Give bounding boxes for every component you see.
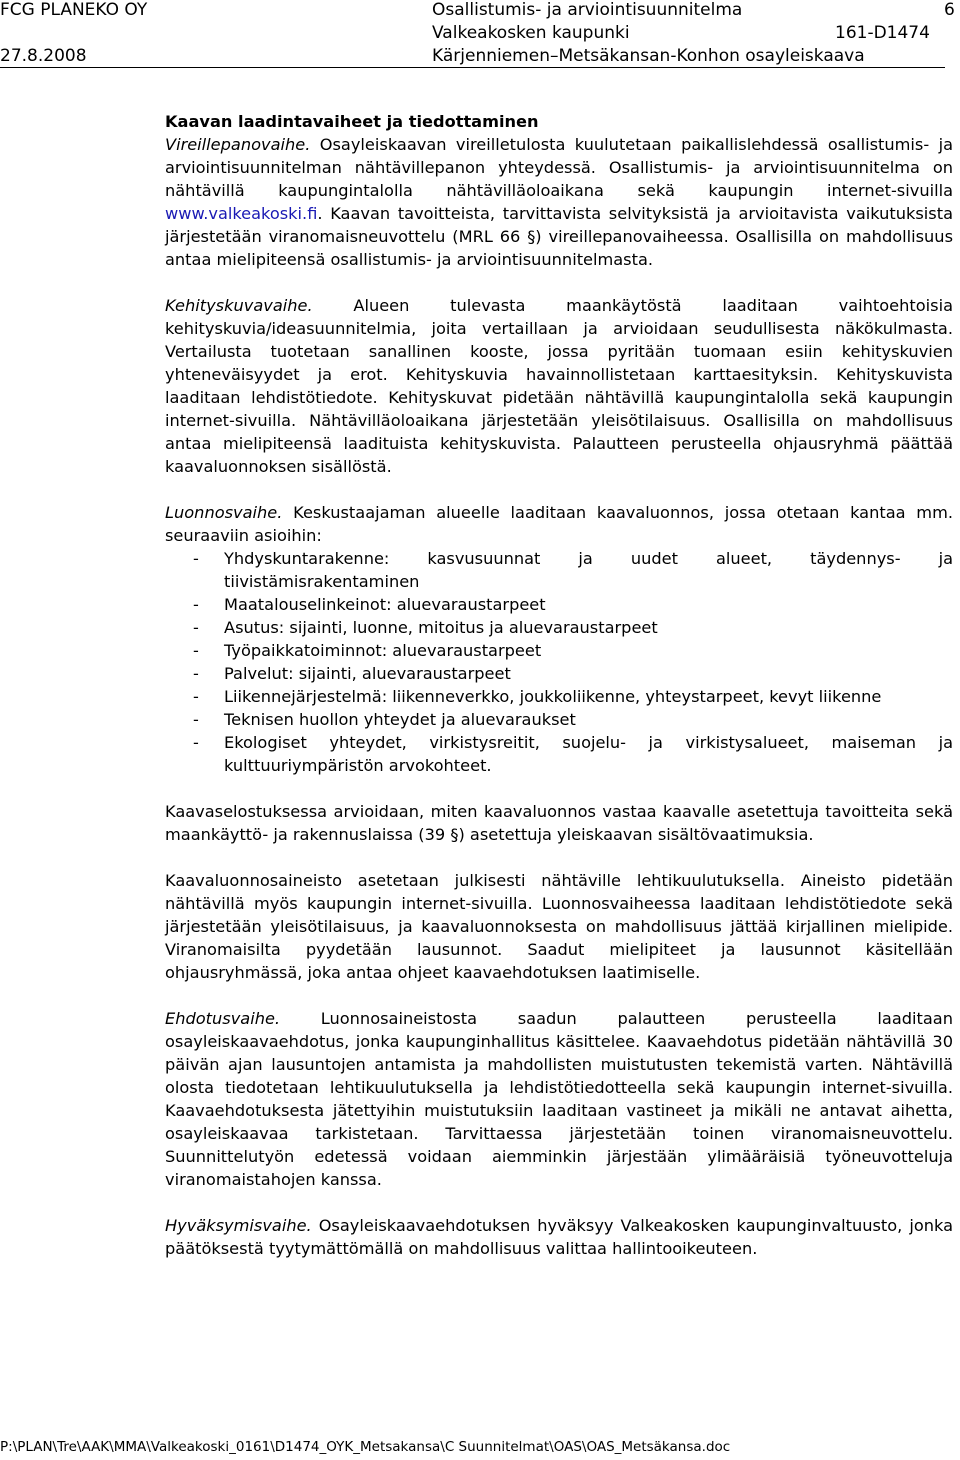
list-item: - Maatalouselinkeinot: aluevaraustarpeet — [165, 593, 953, 616]
phase-label-luonnos: Luonnosvaihe. — [165, 503, 283, 522]
file-path-footer: P:\PLAN\Tre\AAK\MMA\Valkeakoski_0161\D1474_OYK_Metsakansa\C Suunnitelmat\OAS\OAS_Metsäkansa.doc — [0, 1439, 731, 1455]
municipality-name: Valkeakosken kaupunki — [432, 23, 630, 43]
paragraph-text: Osayleiskaavaehdotuksen hyväksyy Valkeakosken kaupunginvaltuusto, jonka päätöksestä tyytymättömällä on mahdollisuus valittaa hallintooikeuteen. — [165, 1216, 953, 1258]
paragraph-text: Osayleiskaavan vireilletulosta kuulutetaan paikallislehdessä osallistumis- ja arviointisuunnitelman nähtävillepanon yhteydessä. Osallistumis- ja arviointisuunnitelma on nähtävillä kaupungintalolla nähtävilläoloaikana sekä kaupungin internet-sivuilla — [165, 135, 953, 200]
list-item: - Teknisen huollon yhteydet ja aluevaraukset — [165, 708, 953, 731]
document-title: Osallistumis- ja arviointisuunnitelma — [432, 0, 743, 20]
paragraph-vireillepano — [165, 133, 953, 271]
paragraph-text: Keskustaajaman alueelle laaditaan kaavaluonnos, jossa otetaan kantaa mm. seuraaviin asioihin: — [165, 503, 953, 545]
paragraph-kehityskuva — [165, 294, 953, 478]
phase-label-hyvaksymis: Hyväksymisvaihe. — [165, 1216, 312, 1235]
phase-label-ehdotus: Ehdotusvaihe. — [165, 1009, 281, 1028]
paragraph-text: Luonnosaineistosta saadun palautteen perusteella laaditaan osayleiskaavaehdotus, jonka kaupunginhallitus käsittelee. Kaavaehdotus pidetään nähtävillä 30 päivän ajan lausuntojen antamista ja mahdollisten muistutusten tekemistä varten. Nähtävillä olosta tiedotetaan lehtikuulutuksella ja lehdistötiedotteella sekä kaupungin internet-sivuilla. Kaavaehdotuksesta jätettyihin muistutuksiin laaditaan vastineet ja mikäli ne antavat aihetta, osayleiskaavaa tarkistetaan. Tarvittaessa järjestetään toinen viranomaisneuvottelu. Suunnittelutyön edetessä voidaan aiemminkin järjestään ylimääräisiä työneuvotteluja viranomaistahojen kanssa. — [165, 1009, 953, 1189]
list-item: - Asutus: sijainti, luonne, mitoitus ja aluevaraustarpeet — [165, 616, 953, 639]
list-item: - Palvelut: sijainti, aluevaraustarpeet — [165, 662, 953, 685]
page-number: 6 — [944, 0, 955, 20]
paragraph-hyvaksymis — [165, 1214, 953, 1260]
company-name: FCG PLANEKO OY — [0, 0, 148, 20]
paragraph-luonnos — [165, 501, 953, 547]
list-item: - Liikennejärjestelmä: liikenneverkko, joukkoliikenne, yhteystarpeet, kevyt liikenne — [165, 685, 953, 708]
paragraph-luonnosaineisto: Kaavaluonnosaineisto asetetaan julkisesti nähtäville lehtikuulutuksella. Aineisto pidetään nähtävillä myös kaupungin internet-sivuilla. Luonnosvaiheessa laaditaan lehdistötiedote sekä järjestetään yleisötilaisuus, ja kaavaluonnoksesta on mahdollisuus jättää kirjallinen mielipide. Viranomaisilta pyydetään lausunnot. Saadut mielipiteet ja lausunnot käsitellään ohjausryhmässä, joka antaa ohjeet kaavaehdotuksen laatimiselle. — [165, 871, 953, 982]
paragraph-ehdotus — [165, 1007, 953, 1191]
list-item: - Ekologiset yhteydet, virkistysreitit, suojelu- ja virkistysalueet, maiseman ja kulttuuriympäristön arvokohteet. — [165, 731, 953, 777]
paragraph-text: Alueen tulevasta maankäytöstä laaditaan vaihtoehtoisia kehityskuvia/ideasuunnitelmia, joita vertaillaan ja arvioidaan seudullisesta näkökulmasta. Vertailusta tuotetaan sanallinen kooste, jossa pyritään tuomaan esiin kehityskuvien yhteneväisyydet ja erot. Kehityskuvia havainnollistetaan karttaesityksin. Kehityskuvista laaditaan lehdistötiedote. Kehityskuvat pidetään nähtävillä kaupungintalolla sekä kaupungin internet-sivuilla. Nähtävilläoloaikana järjestetään yleisötilaisuus. Osallisilla on mahdollisuus antaa mielipiteensä laadituista kehityskuvista. Palautteen perusteella ohjausryhmä päättää kaavaluonnoksen sisällöstä. — [165, 296, 953, 476]
list-item: - Yhdyskuntarakenne: kasvusuunnat ja uudet alueet, täydennys- ja tiivistämisrakentaminen — [165, 547, 953, 593]
phase-label-kehityskuva: Kehityskuvavaihe. — [165, 296, 313, 315]
list-item: - Työpaikkatoiminnot: aluevaraustarpeet — [165, 639, 953, 662]
paragraph-kaavaselostus: Kaavaselostuksessa arvioidaan, miten kaavaluonnos vastaa kaavalle asetettuja tavoitteita sekä maankäyttö- ja rakennuslaissa (39 §) asetettuja yleiskaavan sisältövaatimuksia. — [165, 802, 953, 844]
phase-label-vireillepano: Vireillepanovaihe. — [165, 135, 311, 154]
document-code: 161-D1474 — [835, 23, 930, 43]
document-body — [165, 110, 953, 1283]
topic-list — [165, 547, 953, 777]
website-link[interactable]: www.valkeakoski.fi — [165, 204, 318, 223]
section-heading: Kaavan laadintavaiheet ja tiedottaminen — [165, 112, 539, 131]
paragraph-text: . Kaavan tavoitteista, tarvittavista selvityksistä ja arvioitavista vaikutuksista järjestetään viranomaisneuvottelu (MRL 66 §) vireillepanovaiheessa. Osallisilla on mahdollisuus antaa mielipiteensä osallistumis- ja arviointisuunnitelmasta. — [165, 204, 953, 269]
plan-name: Kärjenniemen–Metsäkansan-Konhon osayleiskaava — [432, 46, 865, 66]
document-date: 27.8.2008 — [0, 46, 87, 66]
header-divider — [0, 67, 945, 68]
